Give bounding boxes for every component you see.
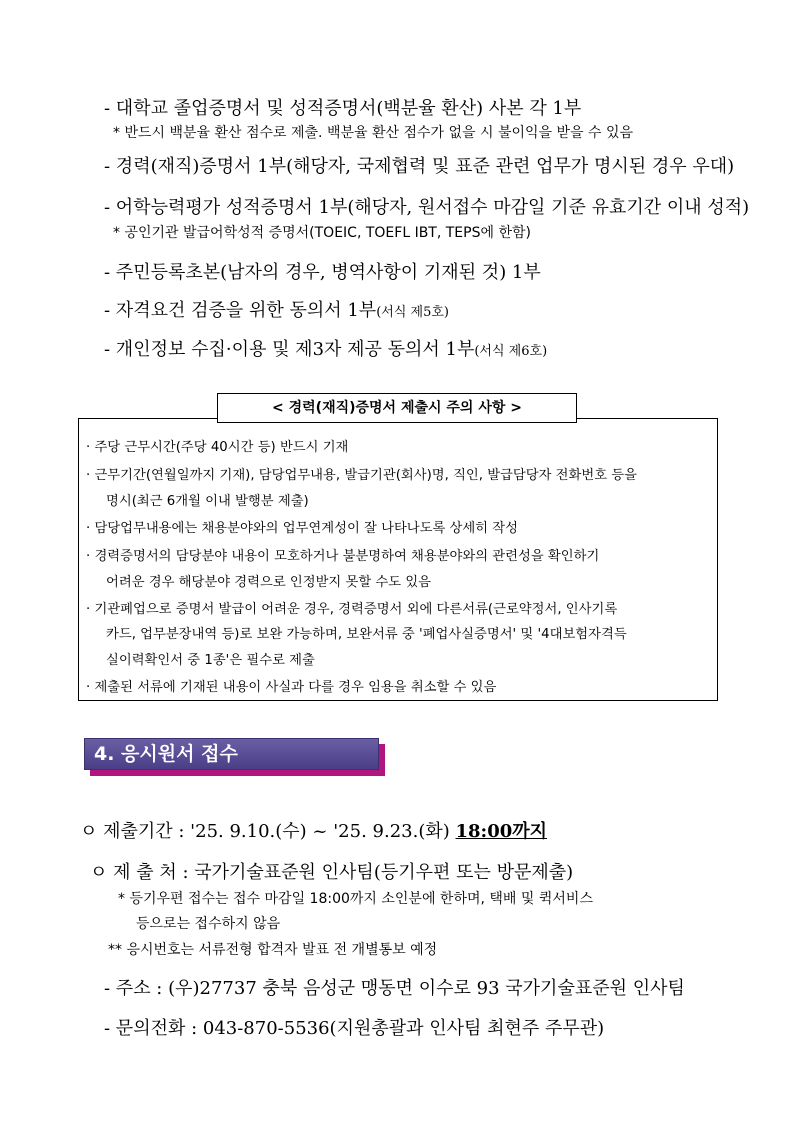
submission-period-label: ㅇ 제출기간 : '25. 9.10.(수) ~ '25. 9.23.(화) bbox=[80, 821, 450, 842]
notice-line-closure: · 기관폐업으로 증명서 발급이 어려운 경우, 경력증명서 외에 다른서류(근로약정서, 인사기록 bbox=[86, 602, 618, 617]
submission-period bbox=[80, 817, 547, 843]
doc-item-consent-form: (서식 제5호) bbox=[376, 305, 449, 320]
career-notice-title: < 경력(재직)증명서 제출시 주의 사항 > bbox=[217, 393, 577, 423]
doc-note-language: * 공인기관 발급어학성적 증명서(TOEIC, TOEFL IBT, TEPS에 한함) bbox=[113, 225, 531, 241]
notice-line-ambiguous: · 경력증명서의 담당분야 내용이 모호하거나 불분명하여 채용분야와의 관련성을 확인하기 bbox=[86, 549, 600, 564]
doc-item-privacy-form: (서식 제6호) bbox=[474, 344, 548, 359]
notice-line-period: · 근무기간(연월일까지 기재), 담당업무내용, 발급기관(회사)명, 직인, 발급담당자 전화번호 등을 bbox=[86, 468, 637, 483]
doc-note-percentile: * 반드시 백분율 환산 점수로 제출. 백분율 환산 점수가 없을 시 불이익을 받을 수 있음 bbox=[113, 125, 634, 141]
doc-item-privacy bbox=[104, 335, 547, 361]
notice-line-period-cont: 명시(최근 6개월 이내 발행분 제출) bbox=[106, 494, 309, 509]
notice-line-false: · 제출된 서류에 기재된 내용이 사실과 다를 경우 임용을 취소할 수 있음 bbox=[86, 680, 497, 695]
doc-item-career: - 경력(재직)증명서 1부(해당자, 국제협력 및 표준 관련 업무가 명시된 경우 우대) bbox=[104, 156, 735, 177]
doc-item-privacy-text: - 개인정보 수집·이용 및 제3자 제공 동의서 1부 bbox=[104, 339, 475, 360]
submission-note-mail: * 등기우편 접수는 접수 마감일 18:00까지 소인분에 한하며, 택배 및 퀵서비스 bbox=[118, 891, 593, 907]
notice-line-duty: · 담당업무내용에는 채용분야와의 업무연계성이 잘 나타나도록 상세히 작성 bbox=[86, 521, 519, 536]
submission-note-number: ** 응시번호는 서류전형 합격자 발표 전 개별통보 예정 bbox=[108, 942, 438, 958]
doc-item-consent bbox=[104, 296, 449, 322]
doc-item-diploma: - 대학교 졸업증명서 및 성적증명서(백분율 환산) 사본 각 1부 bbox=[104, 98, 582, 119]
notice-line-ambiguous-cont: 어려운 경우 해당분야 경력으로 인정받지 못할 수도 있음 bbox=[106, 575, 432, 590]
doc-item-consent-text: - 자격요건 검증을 위한 동의서 1부 bbox=[104, 300, 377, 321]
section-heading: 4. 응시원서 접수 bbox=[94, 743, 238, 765]
submission-phone: - 문의전화 : 043-870-5536(지원총괄과 인사팀 최현주 주무관) bbox=[104, 1018, 605, 1039]
submission-place: ㅇ 제 출 처 : 국가기술표준원 인사팀(등기우편 또는 방문제출) bbox=[90, 862, 574, 883]
submission-deadline: 18:00까지 bbox=[455, 821, 548, 842]
submission-address: - 주소 : (우)27737 충북 음성군 맹동면 이수로 93 국가기술표준원 인사팀 bbox=[104, 978, 685, 999]
notice-line-closure-cont1: 카드, 업무분장내역 등)로 보완 가능하며, 보완서류 중 '폐업사실증명서' 및 '4대보험자격득 bbox=[106, 627, 627, 642]
submission-note-mail-cont: 등으로는 접수하지 않음 bbox=[136, 916, 281, 932]
notice-line-closure-cont2: 실이력확인서 중 1종'은 필수로 제출 bbox=[106, 653, 315, 668]
doc-item-resident: - 주민등록초본(남자의 경우, 병역사항이 기재된 것) 1부 bbox=[104, 262, 541, 283]
notice-line-hours: · 주당 근무시간(주당 40시간 등) 반드시 기재 bbox=[86, 440, 349, 455]
doc-item-language: - 어학능력평가 성적증명서 1부(해당자, 원서접수 마감일 기준 유효기간 이내 성적) bbox=[104, 197, 750, 218]
